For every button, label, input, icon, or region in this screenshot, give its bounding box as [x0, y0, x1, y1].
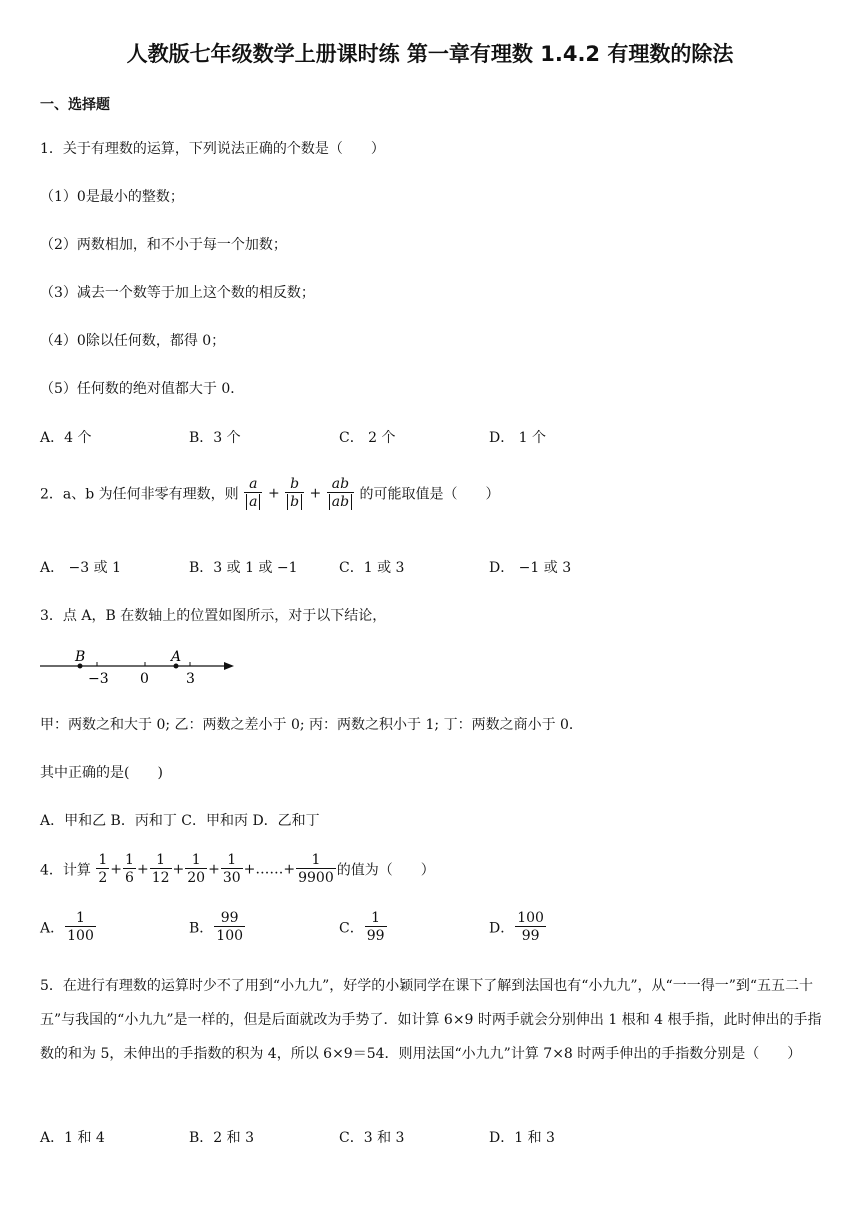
q4-option-a[interactable]: A． $\frac{1}{100}$ — [40, 910, 94, 944]
q5-option-d[interactable]: D．1 和 3 — [489, 1130, 555, 1146]
plus-sign: + — [136, 861, 149, 878]
q4-prefix: 4．计算 — [40, 862, 91, 879]
q1-item-5: （5）任何数的绝对值都大于 0． — [40, 381, 245, 397]
q2-option-c[interactable]: C．1 或 3 — [339, 560, 405, 576]
q5-option-c[interactable]: C．3 和 3 — [339, 1130, 405, 1146]
plus-sign: + — [309, 485, 322, 502]
question-4-stem — [40, 852, 435, 887]
question-5-stem: 5．在进行有理数的运算时少不了用到“小九九”，好学的小颖同学在课下了解到法国也有“小九九”，从“一一得一”到“五五二十五”与我国的“小九九”是一样的，但是后面就改为手势了．如计算 6×9 时两手就会分别伸出 1 根和 4 根手指，此时伸出的手指数的和为 5，未伸出的手指数的积为 4，所以 6×9＝54．则用法国“小九九”计算 7×8 时两手伸出的手指数分别是（ ） — [40, 978, 822, 1062]
label-a: A — [171, 649, 182, 665]
question-3-stem: 3．点 A，B 在数轴上的位置如图所示，对于以下结论， — [40, 608, 387, 624]
section-heading: 一、选择题 — [40, 97, 110, 113]
ellipsis: +……+ — [243, 861, 296, 878]
q1-item-3: （3）减去一个数等于加上这个数的相反数； — [40, 285, 315, 301]
q5-option-b[interactable]: B．2 和 3 — [189, 1130, 255, 1146]
q1-item-1: （1）0是最小的整数； — [40, 189, 184, 205]
q1-option-b[interactable]: B．3 个 — [189, 430, 241, 446]
q2-suffix: 的可能取值是（ ） — [359, 486, 500, 503]
plus-sign: + — [208, 861, 220, 878]
plus-sign: + — [172, 861, 185, 878]
number-line-figure — [36, 645, 246, 690]
question-2-stem — [40, 476, 500, 511]
q4-fraction-3: $\frac{1}{12}$ — [151, 852, 170, 886]
q2-option-a[interactable]: A． −3 或 1 — [40, 560, 122, 576]
q4-fraction-4: $\frac{1}{20}$ — [187, 852, 206, 886]
q1-option-d[interactable]: D． 1 个 — [489, 430, 547, 446]
tick-label-neg3: −3 — [88, 671, 109, 687]
q2-fraction-1: $\frac{a}{a}$ — [244, 476, 262, 511]
q4-fraction-5: $\frac{1}{30}$ — [222, 852, 241, 886]
q2-prefix: 2．a、b 为任何非零有理数，则 — [40, 486, 239, 503]
q1-item-2: （2）两数相加，和不小于每一个加数； — [40, 237, 287, 253]
q5-option-a[interactable]: A．1 和 4 — [40, 1130, 105, 1146]
q4-option-b[interactable]: B． $\frac{99}{100}$ — [189, 910, 244, 944]
q3-which: 其中正确的是( ) — [40, 765, 163, 781]
q2-option-b[interactable]: B．3 或 1 或 −1 — [189, 560, 298, 576]
q4-option-c[interactable]: C． $\frac{1}{99}$ — [339, 910, 385, 944]
q4-suffix: 的值为（ ） — [336, 862, 435, 879]
q2-option-d[interactable]: D． −1 或 3 — [489, 560, 572, 576]
page-title: 人教版七年级数学上册课时练 第一章有理数 1.4.2 有理数的除法 — [126, 42, 734, 66]
q4-fraction-last: $\frac{1}{9900}$ — [298, 852, 334, 886]
plus-sign: + — [267, 485, 280, 502]
tick-label-0: 0 — [140, 671, 149, 687]
question-1-stem: 1．关于有理数的运算，下列说法正确的个数是（ ） — [40, 141, 385, 157]
q2-fraction-3: $\frac{ab}{ab}$ — [327, 476, 354, 511]
q2-fraction-2: $\frac{b}{b}$ — [285, 476, 304, 511]
q3-options[interactable]: A．甲和乙 B．丙和丁 C．甲和丙 D．乙和丁 — [40, 813, 320, 829]
q1-option-a[interactable]: A．4 个 — [40, 430, 92, 446]
q1-option-c[interactable]: C． 2 个 — [339, 430, 396, 446]
label-b: B — [75, 649, 86, 665]
q1-item-4: （4）0除以任何数，都得 0； — [40, 333, 226, 349]
tick-label-3: 3 — [186, 671, 195, 687]
q4-fraction-1: $\frac{1}{2}$ — [98, 852, 108, 886]
plus-sign: + — [110, 861, 123, 878]
q3-statements: 甲：两数之和大于 0; 乙：两数之差小于 0; 丙：两数之积小于 1; 丁：两数之商小于 0． — [40, 717, 583, 733]
q4-fraction-2: $\frac{1}{6}$ — [125, 852, 134, 886]
q4-option-d[interactable]: D． $\frac{100}{99}$ — [489, 910, 544, 944]
